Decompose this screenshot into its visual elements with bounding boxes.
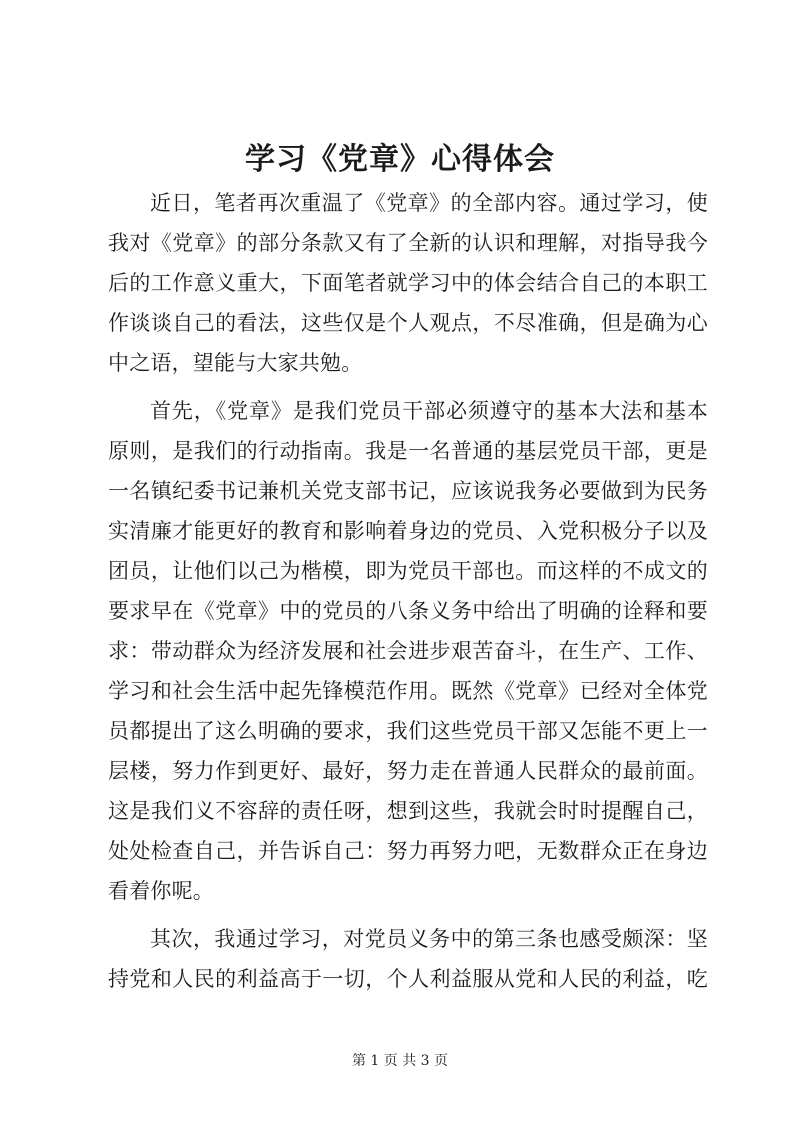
page-footer: 第 1 页 共 3 页: [351, 1053, 449, 1069]
document-title: 学习《党章》心得体会: [245, 142, 555, 177]
paragraph-2-line-12: 处处检查自己，并告诉自己：努力再努力吧，无数群众正在身边: [108, 839, 708, 863]
paragraph-2-line-6: 要求早在《党章》中的党员的八条义务中给出了明确的诠释和要: [108, 599, 708, 623]
paragraph-1-line-5: 中之语，望能与大家共勉。: [108, 351, 363, 375]
paragraph-2-line-11: 这是我们义不容辞的责任呀，想到这些，我就会时时提醒自己，: [108, 799, 708, 823]
paragraph-1-line-1: 近日，笔者再次重温了《党章》的全部内容。通过学习，使: [150, 191, 708, 215]
paragraph-3-line-2: 持党和人民的利益高于一切，个人利益服从党和人民的利益，吃: [108, 967, 708, 991]
paragraph-2-line-4: 实清廉才能更好的教育和影响着身边的党员、入党积极分子以及: [108, 519, 708, 543]
paragraph-1-line-2: 我对《党章》的部分条款又有了全新的认识和理解，对指导我今: [108, 231, 708, 255]
document-body: [108, 183, 708, 999]
paragraph-2-line-1: 首先，《党章》是我们党员干部必须遵守的基本大法和基本: [150, 399, 708, 423]
paragraph-2-line-13: 看着你呢。: [108, 879, 214, 903]
paragraph-2-line-7: 求：带动群众为经济发展和社会进步艰苦奋斗，在生产、工作、: [108, 639, 708, 663]
paragraph-gap: [108, 383, 708, 391]
paragraph-2-line-9: 员都提出了这么明确的要求，我们这些党员干部又怎能不更上一: [108, 719, 708, 743]
paragraph-3-line-1: 其次，我通过学习，对党员义务中的第三条也感受颇深：坚: [150, 927, 708, 951]
paragraph-2-line-8: 学习和社会生活中起先锋模范作用。既然《党章》已经对全体党: [108, 679, 708, 703]
paragraph-1-line-3: 后的工作意义重大，下面笔者就学习中的体会结合自己的本职工: [108, 271, 708, 295]
paragraph-2-line-10: 层楼，努力作到更好、最好，努力走在普通人民群众的最前面。: [108, 759, 708, 783]
paragraph-1-line-4: 作谈谈自己的看法，这些仅是个人观点，不尽准确，但是确为心: [108, 311, 708, 335]
paragraph-2-line-2: 原则，是我们的行动指南。我是一名普通的基层党员干部，更是: [108, 439, 708, 463]
paragraph-2-line-5: 团员，让他们以己为楷模，即为党员干部也。而这样的不成文的: [108, 559, 708, 583]
paragraph-gap: [108, 911, 708, 919]
paragraph-2-line-3: 一名镇纪委书记兼机关党支部书记，应该说我务必要做到为民务: [108, 479, 708, 503]
